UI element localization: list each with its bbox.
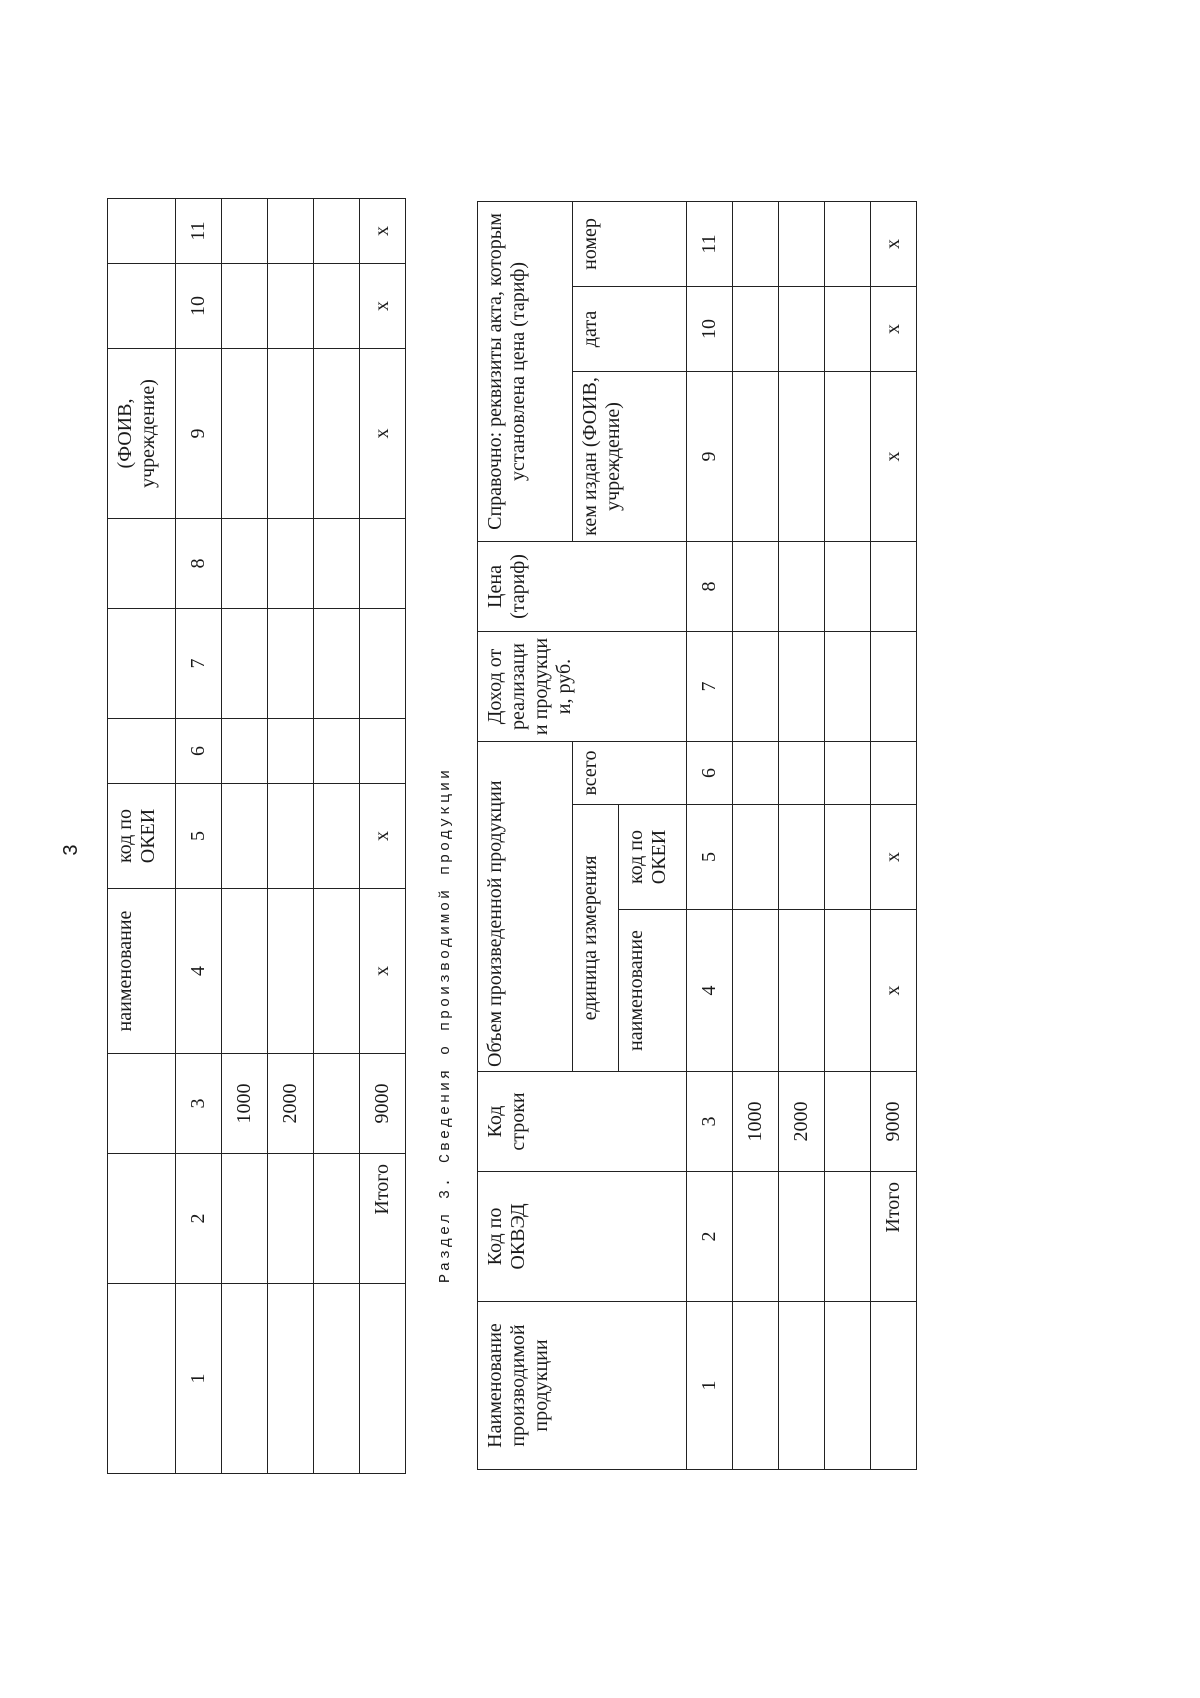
bottom-total-c10: x	[871, 287, 917, 372]
volume-header: Объем произведенной продукции	[478, 742, 573, 1072]
price-header: Цена (тариф)	[478, 542, 687, 632]
top-row-2000-code: 2000	[268, 1054, 314, 1154]
bottom-header-row-1	[478, 201, 573, 1469]
table-row	[222, 199, 268, 1474]
top-total-c5: x	[360, 784, 406, 889]
bottom-table-container	[477, 201, 917, 1470]
bottom-total-c11: x	[871, 201, 917, 286]
bottom-total-c5: x	[871, 805, 917, 910]
table-row	[268, 199, 314, 1474]
unit-okei-header: код по ОКЕИ	[619, 805, 687, 910]
bottom-num-8: 8	[687, 542, 733, 632]
bottom-num-5: 5	[687, 805, 733, 910]
top-num-2: 2	[176, 1154, 222, 1284]
bottom-num-10: 10	[687, 287, 733, 372]
bottom-number-row	[687, 201, 733, 1469]
top-table	[107, 198, 406, 1474]
product-name-header: Наименование производимой продукции	[478, 1302, 687, 1470]
top-h9: (ФОИВ, учреждение)	[108, 349, 176, 519]
top-h3	[108, 1054, 176, 1154]
top-num-8: 8	[176, 519, 222, 609]
income-header: Доход от реализаци и продукци и, руб.	[478, 632, 687, 742]
bottom-num-7: 7	[687, 632, 733, 742]
top-header-row	[108, 199, 176, 1474]
bottom-row-blank-code	[825, 1072, 871, 1172]
unit-header: единица измерения	[573, 805, 619, 1072]
top-total-c4: x	[360, 889, 406, 1054]
top-total-c9: x	[360, 349, 406, 519]
top-h8	[108, 519, 176, 609]
top-num-1: 1	[176, 1284, 222, 1474]
bottom-num-1: 1	[687, 1302, 733, 1470]
bottom-table	[477, 201, 917, 1470]
top-num-10: 10	[176, 264, 222, 349]
top-row-blank-code	[314, 1054, 360, 1154]
bottom-num-2: 2	[687, 1172, 733, 1302]
top-h11	[108, 199, 176, 264]
top-total-c10: x	[360, 264, 406, 349]
top-num-9: 9	[176, 349, 222, 519]
bottom-num-6: 6	[687, 742, 733, 805]
top-total-code: 9000	[360, 1054, 406, 1154]
top-number-row	[176, 199, 222, 1474]
okved-header: Код по ОКВЭД	[478, 1172, 687, 1302]
top-h1	[108, 1284, 176, 1474]
table-row-total	[360, 199, 406, 1474]
bottom-row-2000-code: 2000	[779, 1072, 825, 1172]
top-table-container	[107, 198, 406, 1474]
unit-name-header: наименование	[619, 910, 687, 1072]
bottom-num-11: 11	[687, 201, 733, 286]
table-row	[733, 201, 779, 1469]
top-num-7: 7	[176, 609, 222, 719]
total-header: всего	[573, 742, 687, 805]
page-number: 3	[60, 844, 82, 856]
table-row	[825, 201, 871, 1469]
bottom-total-c9: x	[871, 372, 917, 542]
top-h10	[108, 264, 176, 349]
top-row-1000-code: 1000	[222, 1054, 268, 1154]
number-header: номер	[573, 201, 687, 286]
reference-header: Справочно: реквизиты акта, которым установлена цена (тариф)	[478, 201, 573, 541]
top-num-5: 5	[176, 784, 222, 889]
bottom-total-label: Итого	[871, 1172, 917, 1302]
top-num-11: 11	[176, 199, 222, 264]
top-h6	[108, 719, 176, 784]
bottom-row-1000-code: 1000	[733, 1072, 779, 1172]
section-caption: Раздел 3. Сведения о производимой продукции	[437, 766, 454, 1283]
table-row-total	[871, 201, 917, 1469]
table-row	[779, 201, 825, 1469]
row-code-header: Код строки	[478, 1072, 687, 1172]
top-num-4: 4	[176, 889, 222, 1054]
bottom-total-code: 9000	[871, 1072, 917, 1172]
top-total-c11: x	[360, 199, 406, 264]
top-num-3: 3	[176, 1054, 222, 1154]
bottom-num-3: 3	[687, 1072, 733, 1172]
bottom-num-9: 9	[687, 372, 733, 542]
bottom-num-4: 4	[687, 910, 733, 1072]
top-h4: наименование	[108, 889, 176, 1054]
top-h7	[108, 609, 176, 719]
top-h5: код по ОКЕИ	[108, 784, 176, 889]
top-h2	[108, 1154, 176, 1284]
table-row	[314, 199, 360, 1474]
date-header: дата	[573, 287, 687, 372]
top-total-label: Итого	[360, 1154, 406, 1284]
bottom-total-c4: x	[871, 910, 917, 1072]
top-num-6: 6	[176, 719, 222, 784]
issuer-header: кем издан (ФОИВ, учреждение)	[573, 372, 687, 542]
